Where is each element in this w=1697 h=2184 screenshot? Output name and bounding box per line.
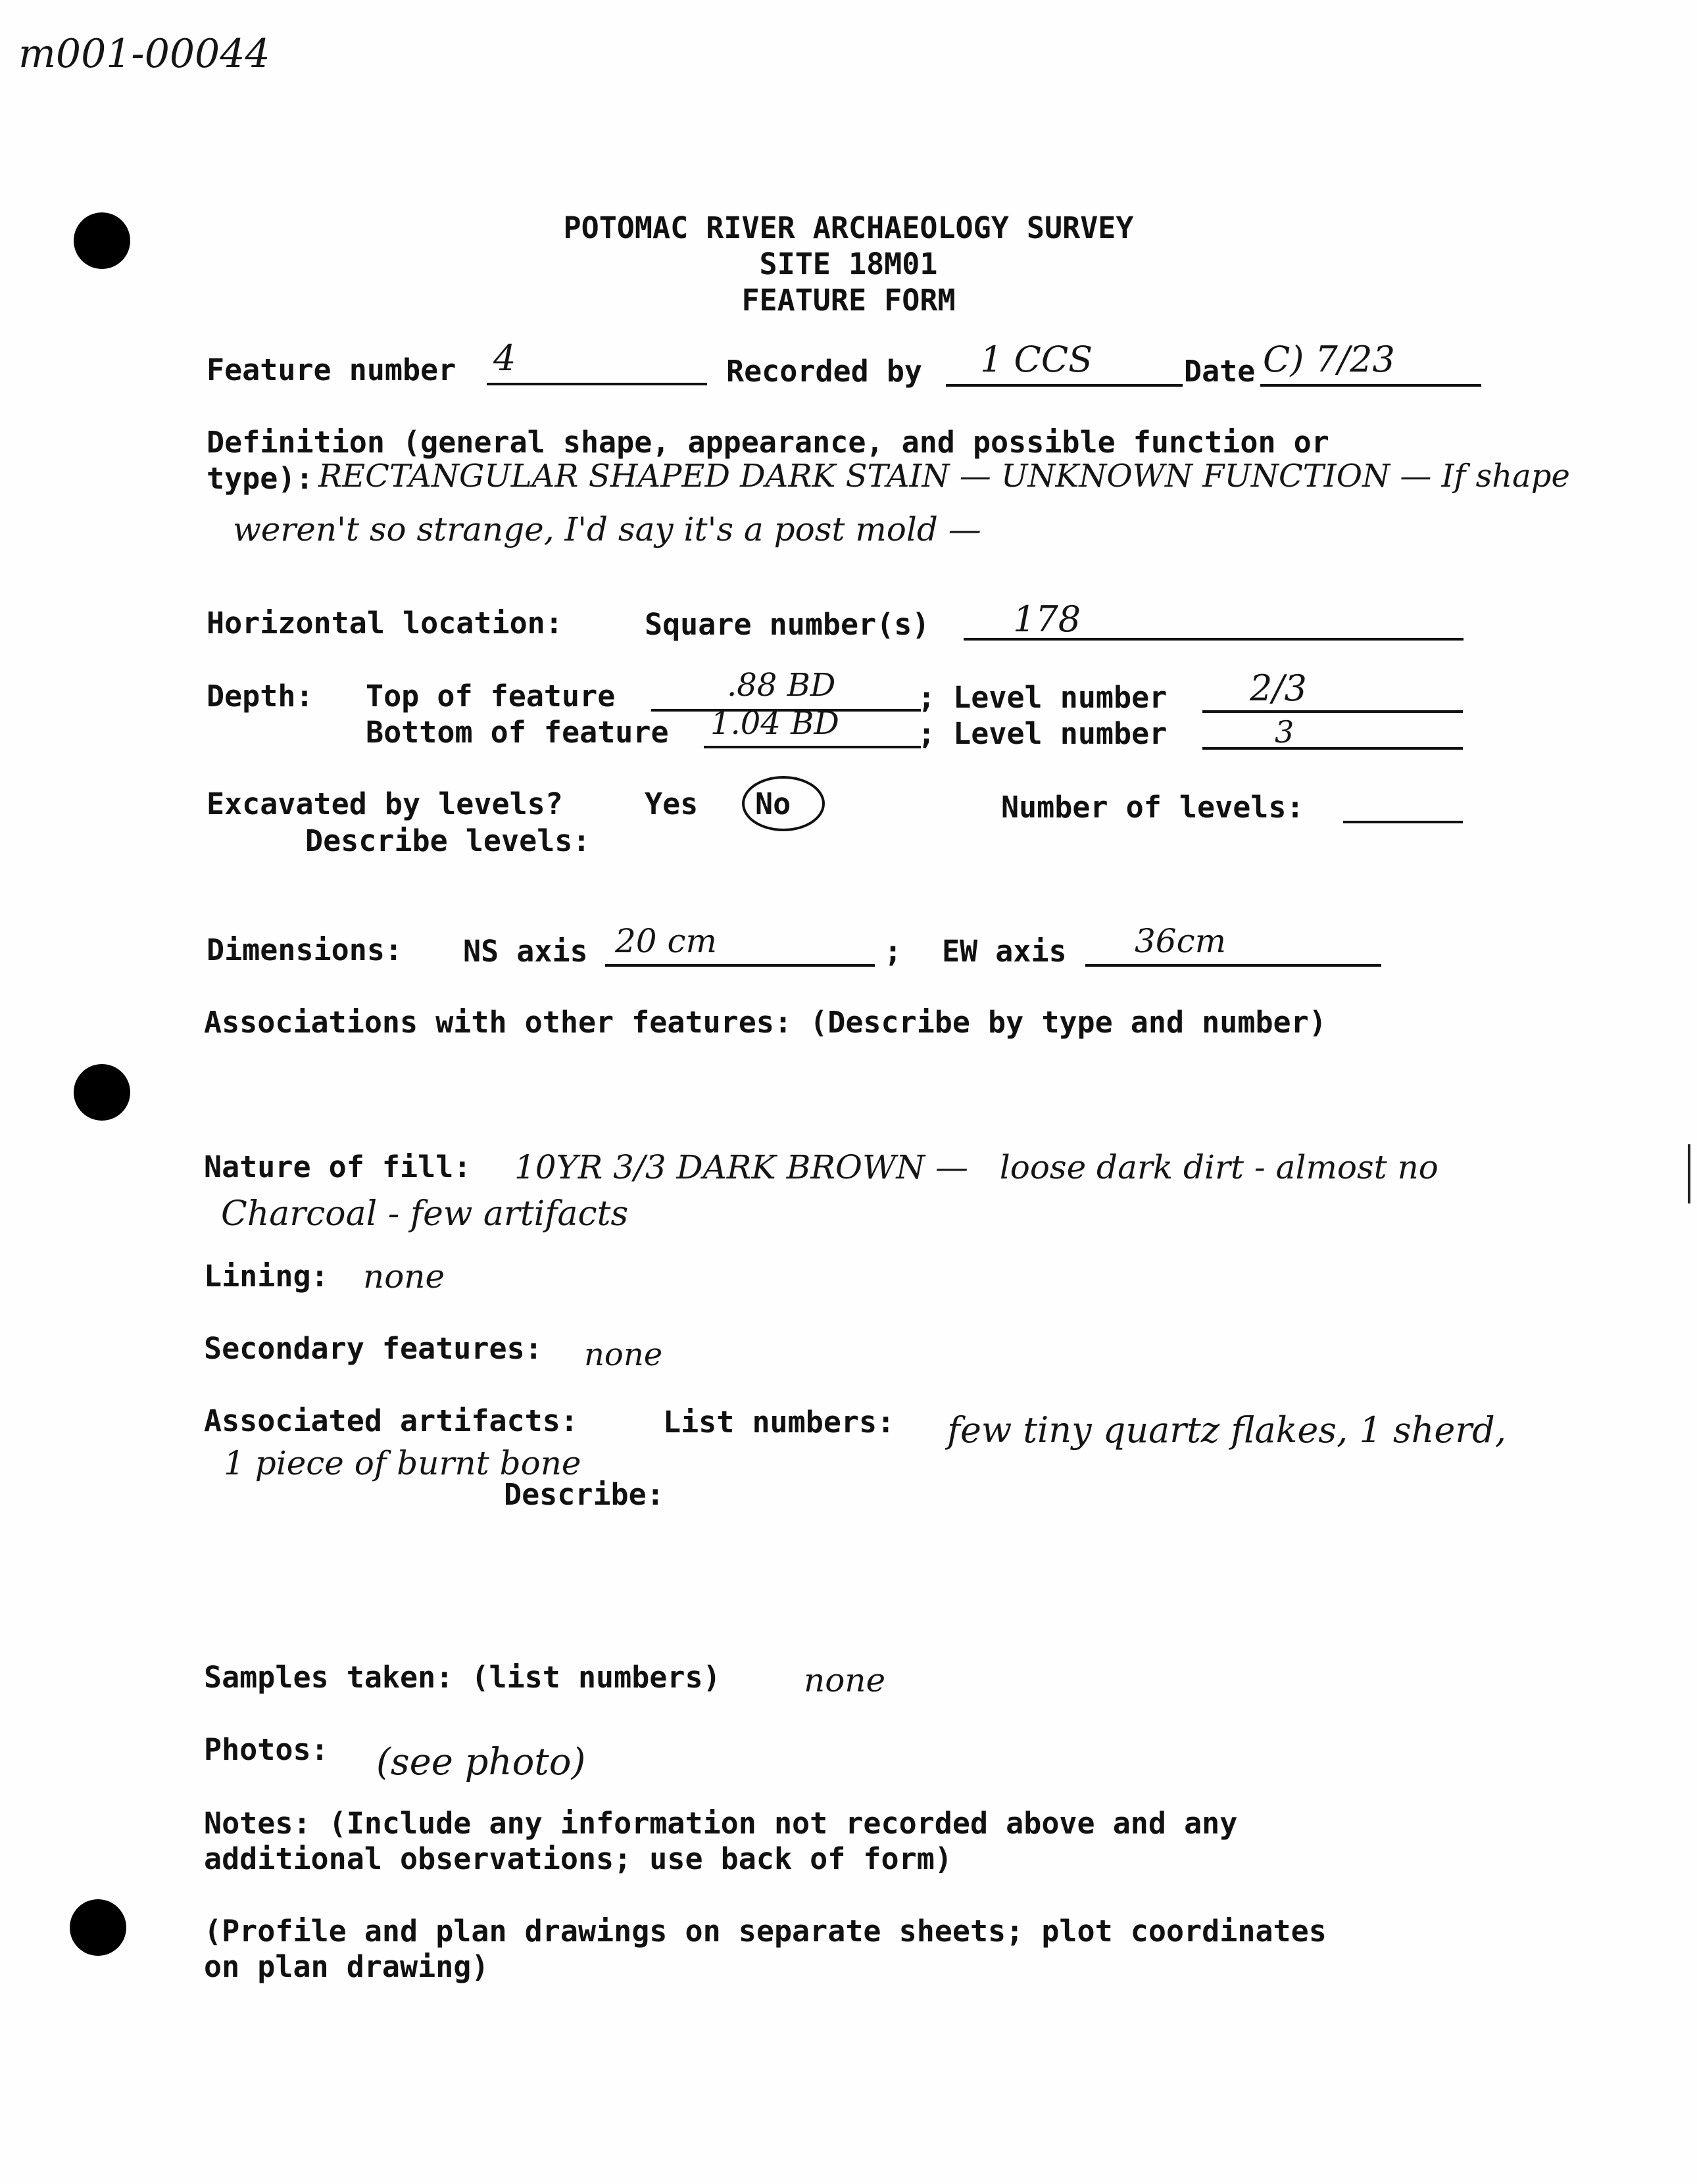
date-value: C) 7/23 [1263,339,1395,380]
top-level-number-label: ; Level number [918,680,1168,715]
top-of-feature-value: .88 BD [727,667,836,704]
ns-axis-line [605,964,875,967]
drawings-line1: (Profile and plan drawings on separate sheets; plot coordinates [204,1914,1327,1949]
scan-edge-mark [1688,1144,1690,1203]
photos-value: (see photo) [376,1741,586,1784]
list-numbers-label: List numbers: [663,1405,895,1440]
excavated-no-option: No [755,787,791,821]
associated-artifacts-label: Associated artifacts: [204,1403,578,1438]
samples-taken-value: none [804,1661,886,1699]
form-title-line3: FEATURE FORM [741,283,956,318]
describe-levels-label: Describe levels: [305,823,591,858]
punch-hole-bottom [70,1899,126,1956]
lining-label: Lining: [204,1259,329,1294]
number-of-levels-line [1343,821,1463,823]
bottom-of-feature-value: 1.04 BD [710,705,839,742]
recorded-by-label: Recorded by [726,354,923,389]
nature-of-fill-label: Nature of fill: [204,1150,472,1184]
ew-axis-label: EW axis [942,934,1067,969]
ew-axis-line [1085,964,1381,967]
feature-number-line [487,383,707,385]
top-level-number-value: 2/3 [1250,667,1307,709]
square-number-label: Square number(s) [645,607,930,642]
excavated-by-levels-label: Excavated by levels? [207,787,563,821]
definition-label-line2: type): [207,461,314,496]
feature-number-value: 4 [493,337,516,379]
photos-label: Photos: [204,1732,329,1767]
ns-axis-value: 20 cm [615,922,717,960]
definition-label-line1: Definition (general shape, appearance, and possible function or [207,425,1329,460]
number-of-levels-label: Number of levels: [1001,790,1304,825]
punch-hole-middle [74,1064,130,1121]
notes-line2: additional observations; use back of form) [204,1841,952,1876]
date-label: Date [1184,354,1256,389]
notes-line1: Notes: (Include any information not recorded above and any [204,1806,1238,1841]
top-level-number-line [1202,710,1463,713]
bottom-level-number-line [1202,747,1463,750]
lining-value: none [363,1257,445,1296]
top-of-feature-label: Top of feature [366,679,616,714]
secondary-features-value: none [584,1336,663,1373]
definition-value-line2: weren't so strange, I'd say it's a post mold — [233,510,981,548]
secondary-features-label: Secondary features: [204,1331,543,1366]
bottom-level-number-value: 3 [1275,714,1294,750]
document-stamp: m001-00044 [18,31,270,77]
bottom-level-number-label: ; Level number [918,716,1168,751]
bottom-of-feature-line [704,746,921,748]
samples-taken-label: Samples taken: (list numbers) [204,1660,721,1695]
square-number-value: 178 [1013,598,1081,640]
associated-artifacts-value-line2: 1 piece of burnt bone [224,1444,581,1482]
feature-number-label: Feature number [207,352,456,387]
form-title-line2: SITE 18M01 [759,247,938,281]
horizontal-location-label: Horizontal location: [207,606,563,641]
dimensions-separator: ; [884,934,902,969]
ew-axis-value: 36cm [1135,922,1227,960]
depth-label: Depth: [207,679,314,714]
date-line [1260,384,1481,387]
associations-label: Associations with other features: (Describe by type and number) [204,1005,1327,1040]
bottom-of-feature-label: Bottom of feature [366,715,669,750]
associated-artifacts-value-line1: few tiny quartz flakes, 1 sherd, [947,1409,1506,1451]
nature-of-fill-value-line1: 10YR 3/3 DARK BROWN — loose dark dirt - almost no [514,1148,1439,1186]
artifacts-describe-label: Describe: [504,1477,664,1512]
drawings-line2: on plan drawing) [204,1949,489,1984]
excavated-yes-option: Yes [645,787,699,821]
form-title-line1: POTOMAC RIVER ARCHAEOLOGY SURVEY [563,210,1134,245]
ns-axis-label: NS axis [463,934,588,969]
recorded-by-value: 1 CCS [980,339,1093,380]
definition-value-line1: RECTANGULAR SHAPED DARK STAIN — UNKNOWN FUNCTION — If shape [318,458,1570,495]
nature-of-fill-value-line2: Charcoal - few artifacts [221,1194,629,1234]
recorded-by-line [946,384,1183,387]
dimensions-label: Dimensions: [207,933,403,967]
